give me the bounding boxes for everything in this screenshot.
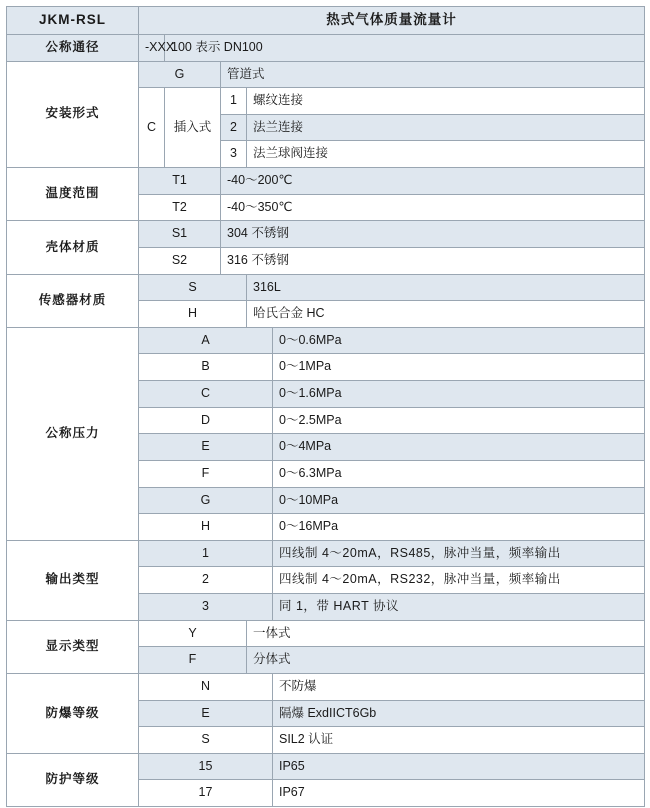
value-protection-17: IP67 <box>273 780 645 807</box>
value-explosion-e: 隔爆 ExdIICT6Gb <box>273 700 645 727</box>
code-nominal-diameter: -XXX <box>139 34 165 61</box>
code-display-y: Y <box>139 620 247 647</box>
value-protection-15: IP65 <box>273 753 645 780</box>
code-install-type-g: G <box>139 61 221 88</box>
label-sensor-material: 传感器材质 <box>7 274 139 327</box>
value-temperature-t2: -40～350℃ <box>221 194 645 221</box>
code-explosion-e: E <box>139 700 273 727</box>
label-shell-material: 壳体材质 <box>7 221 139 274</box>
label-explosion-proof: 防爆等级 <box>7 673 139 753</box>
table-row-protection-15 <box>7 753 645 780</box>
code-explosion-n: N <box>139 673 273 700</box>
table-row-display-y <box>7 620 645 647</box>
code-protection-15: 15 <box>139 753 273 780</box>
value-pressure-e: 0～4MPa <box>273 434 645 461</box>
table-row-header <box>7 7 645 35</box>
code-sensor-s: S <box>139 274 247 301</box>
value-output-3: 同 1，带 HART 协议 <box>273 594 645 621</box>
code-pressure-b: B <box>139 354 273 381</box>
label-protection-level: 防护等级 <box>7 753 139 806</box>
code-shell-s2: S2 <box>139 247 221 274</box>
value-display-y: 一体式 <box>247 620 645 647</box>
code-pressure-d: D <box>139 407 273 434</box>
label-temperature-range: 温度范围 <box>7 168 139 221</box>
code-pressure-c: C <box>139 381 273 408</box>
code-pressure-a: A <box>139 327 273 354</box>
code-sensor-h: H <box>139 301 247 328</box>
specification-table <box>6 6 645 807</box>
table-row-sensor-s <box>7 274 645 301</box>
value-pressure-a: 0～0.6MPa <box>273 327 645 354</box>
code-install-type-1: 1 <box>221 88 247 115</box>
value-pressure-f: 0～6.3MPa <box>273 460 645 487</box>
value-pressure-b: 0～1MPa <box>273 354 645 381</box>
value-shell-s1: 304 不锈钢 <box>221 221 645 248</box>
product-title-cell: 热式气体质量流量计 <box>139 7 645 35</box>
value-install-type-g: 管道式 <box>221 61 645 88</box>
code-install-type-3: 3 <box>221 141 247 168</box>
code-protection-17: 17 <box>139 780 273 807</box>
code-shell-s1: S1 <box>139 221 221 248</box>
value-install-type-3: 法兰球阀连接 <box>247 141 645 168</box>
table-row-nominal-diameter <box>7 34 645 61</box>
value-pressure-h: 0～16MPa <box>273 514 645 541</box>
value-output-2: 四线制 4～20mA，RS232，脉冲当量，频率输出 <box>273 567 645 594</box>
code-pressure-f: F <box>139 460 273 487</box>
table-row-explosion-n <box>7 673 645 700</box>
code-install-type-2: 2 <box>221 114 247 141</box>
value-pressure-c: 0～1.6MPa <box>273 381 645 408</box>
label-display-type: 显示类型 <box>7 620 139 673</box>
table-row-pressure-a <box>7 327 645 354</box>
value-shell-s2: 316 不锈钢 <box>221 247 645 274</box>
value-sensor-h: 哈氏合金 HC <box>247 301 645 328</box>
code-explosion-s: S <box>139 727 273 754</box>
value-sensor-s: 316L <box>247 274 645 301</box>
code-temperature-t2: T2 <box>139 194 221 221</box>
table-row-temperature-t1 <box>7 168 645 195</box>
table-row-shell-s1 <box>7 221 645 248</box>
code-output-3: 3 <box>139 594 273 621</box>
code-pressure-g: G <box>139 487 273 514</box>
table-row-install-type-g <box>7 61 645 88</box>
code-temperature-t1: T1 <box>139 168 221 195</box>
label-install-type-insert: 插入式 <box>165 88 221 168</box>
value-pressure-d: 0～2.5MPa <box>273 407 645 434</box>
value-explosion-n: 不防爆 <box>273 673 645 700</box>
label-output-type: 输出类型 <box>7 540 139 620</box>
code-pressure-e: E <box>139 434 273 461</box>
label-install-type: 安装形式 <box>7 61 139 168</box>
table-row-output-1 <box>7 540 645 567</box>
value-install-type-2: 法兰连接 <box>247 114 645 141</box>
value-explosion-s: SIL2 认证 <box>273 727 645 754</box>
code-install-type-c: C <box>139 88 165 168</box>
value-output-1: 四线制 4～20mA，RS485，脉冲当量，频率输出 <box>273 540 645 567</box>
value-display-f: 分体式 <box>247 647 645 674</box>
code-pressure-h: H <box>139 514 273 541</box>
code-display-f: F <box>139 647 247 674</box>
value-temperature-t1: -40～200℃ <box>221 168 645 195</box>
value-pressure-g: 0～10MPa <box>273 487 645 514</box>
value-nominal-diameter: 100 表示 DN100 <box>165 34 645 61</box>
label-nominal-diameter: 公称通径 <box>7 34 139 61</box>
model-prefix-cell: JKM-RSL <box>7 7 139 35</box>
code-output-2: 2 <box>139 567 273 594</box>
code-output-1: 1 <box>139 540 273 567</box>
value-install-type-1: 螺纹连接 <box>247 88 645 115</box>
label-nominal-pressure: 公称压力 <box>7 327 139 540</box>
